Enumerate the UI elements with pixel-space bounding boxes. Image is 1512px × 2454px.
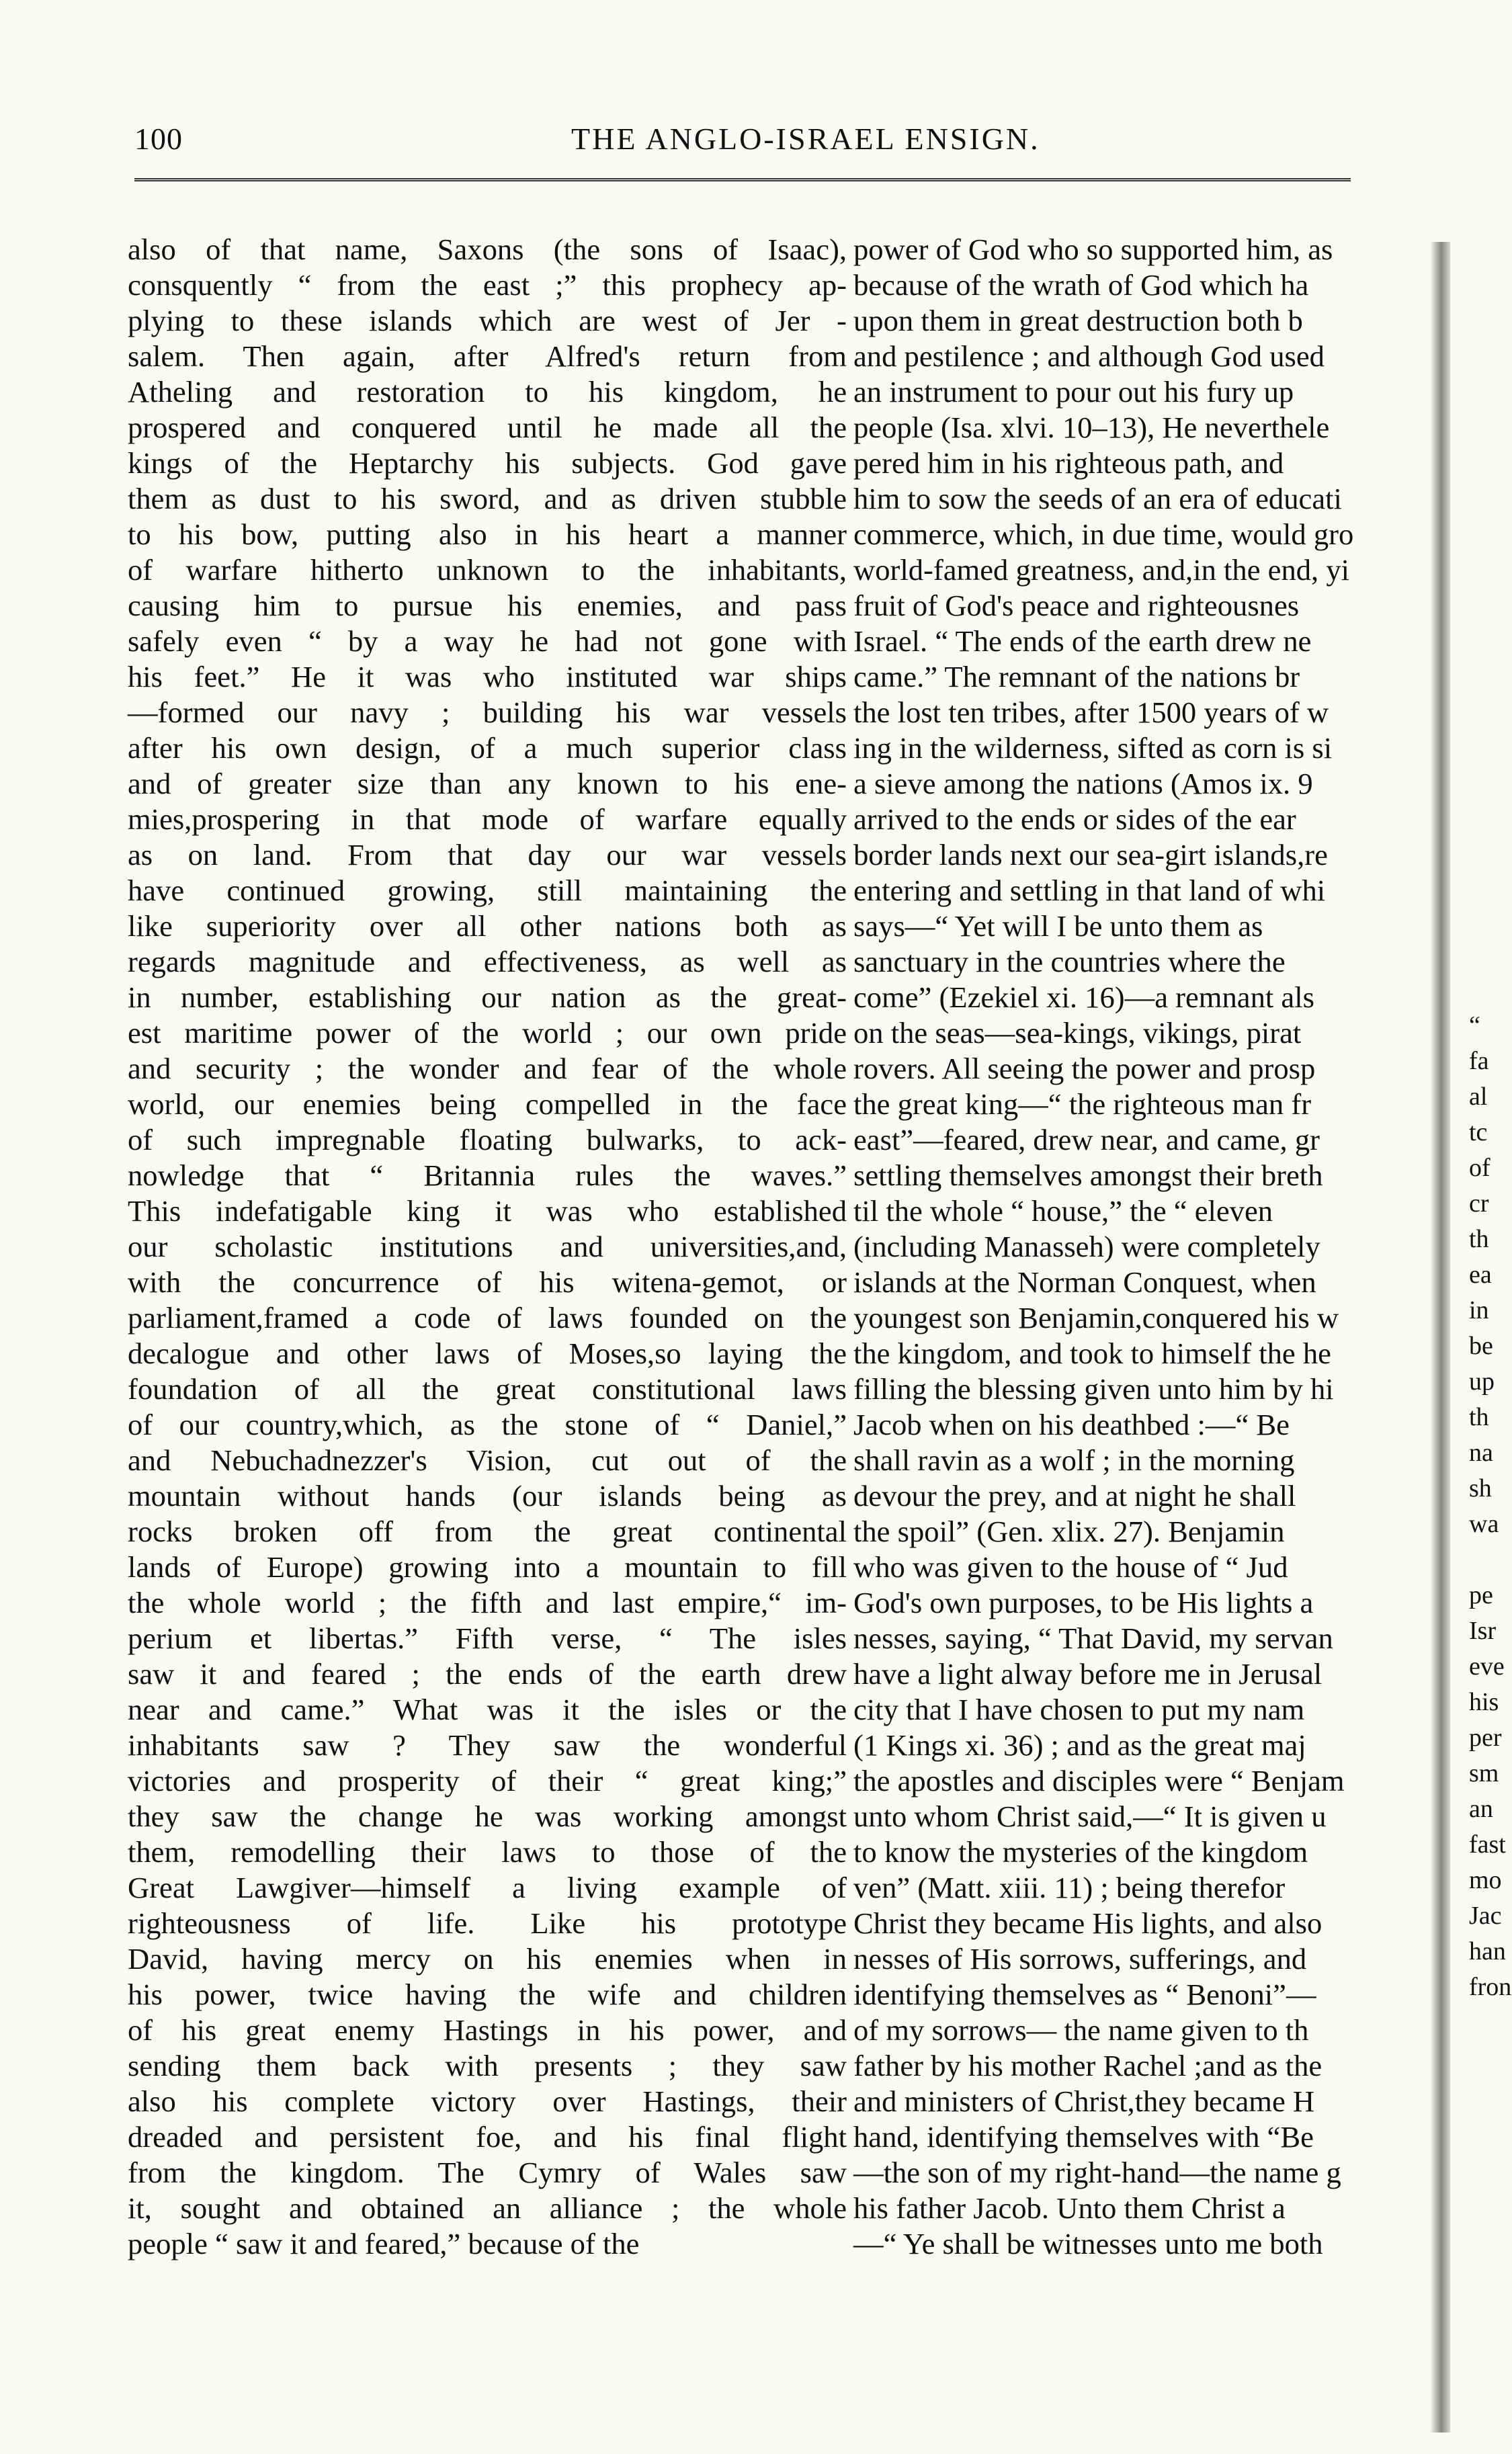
page-number: 100 [134,122,183,156]
text-line: says—“ Yet will I be unto them as [853,909,1263,943]
fragment-line: al [1469,1083,1488,1111]
text-line: east”—feared, drew near, and came, gr [853,1123,1320,1156]
text-line: lands of Europe) growing into a mountain to fill [128,1550,847,1584]
text-line: safely even “ by a way he had not gone with [128,624,847,658]
text-line: Israel. “ The ends of the earth drew ne [853,624,1312,658]
text-line: shall ravin as a wolf ; in the morning [853,1443,1295,1477]
fragment-line: Isr [1469,1617,1497,1645]
text-line: hand, identifying themselves with “Be [853,2120,1314,2154]
fragment-line: eve [1469,1652,1505,1681]
text-line: unto whom Christ said,—“ It is given u [853,1800,1327,1833]
text-line: til the whole “ house,” the “ eleven [853,1194,1273,1228]
text-line: prospered and conquered until he made all the [128,411,847,444]
text-line: a sieve among the nations (Amos ix. 9 [853,767,1313,800]
text-line: who was given to the house of “ Jud [853,1550,1288,1584]
text-line: perium et libertas.” Fifth verse, “ The isles [128,1621,847,1655]
fragment-line: han [1469,1937,1506,1965]
text-line: in number, establishing our nation as the great- [128,980,847,1014]
text-line: like superiority over all other nations both as [128,909,847,943]
text-line: righteousness of life. Like his prototype [128,1906,847,1940]
text-line: of such impregnable floating bulwarks, to ack- [128,1123,847,1156]
text-line: victories and prosperity of their “ great king;” [128,1764,847,1797]
text-line: also his complete victory over Hastings, their [128,2084,847,2118]
text-line: foundation of all the great constitutional laws [128,1372,847,1406]
text-line: arrived to the ends or sides of the ear [853,802,1296,836]
fragment-line: sm [1469,1759,1499,1787]
text-line: and ministers of Christ,they became H [853,2084,1315,2118]
text-line: regards magnitude and effectiveness, as well as [128,945,847,978]
left-column [128,232,847,2262]
fragment-line: wa [1469,1510,1499,1538]
text-line: after his own design, of a much superior class [128,731,847,765]
text-line: —the son of my right-hand—the name g [853,2156,1341,2189]
text-line: dreaded and persistent foe, and his final flight [128,2120,847,2154]
text-line: to know the mysteries of the kingdom [853,1835,1308,1869]
text-line: the kingdom, and took to himself the he [853,1337,1331,1370]
text-line: —“ Ye shall be witnesses unto me both [853,2227,1323,2260]
text-line: youngest son Benjamin,conquered his w [853,1301,1339,1335]
text-line: come” (Ezekiel xi. 16)—a remnant als [853,980,1314,1014]
text-line: and pestilence ; and although God used [853,339,1325,373]
text-line: decalogue and other laws of Moses,so laying the [128,1337,847,1370]
fragment-line: tc [1469,1118,1488,1146]
text-line: upon them in great destruction both b [853,304,1303,337]
text-line: as on land. From that day our war vessels [128,838,847,872]
text-line: rocks broken off from the great continental [128,1515,847,1548]
text-line: plying to these islands which are west of Jer - [128,304,847,337]
text-line: sanctuary in the countries where the [853,945,1286,978]
text-line: our scholastic institutions and universities,and, [128,1230,847,1263]
text-line: David, having mercy on his enemies when in [128,1942,847,1976]
text-line: the apostles and disciples were “ Benjam [853,1764,1345,1797]
text-line: of his great enemy Hastings in his power, and [128,2013,847,2047]
text-line: commerce, which, in due time, would gro [853,517,1354,551]
text-line: inhabitants saw ? They saw the wonderful [128,1728,847,1762]
text-line: world, our enemies being compelled in the face [128,1087,847,1121]
text-line: islands at the Norman Conquest, when [853,1265,1316,1299]
fragment-line: per [1469,1724,1502,1752]
text-line: near and came.” What was it the isles or the [128,1693,847,1726]
text-line: to his bow, putting also in his heart a manner [128,517,847,551]
text-line: fruit of God's peace and righteousnes [853,589,1300,622]
adjacent-page-fragment [1469,1008,1512,2005]
text-line: nesses, saying, “ That David, my servan [853,1621,1333,1655]
text-line: —formed our navy ; building his war vessels [128,695,847,729]
text-line: Great Lawgiver—himself a living example of [128,1871,847,1904]
text-line: mies,prospering in that mode of warfare equally [128,802,847,836]
text-line: the whole world ; the fifth and last empire,“ im- [128,1586,847,1619]
text-line: (1 Kings xi. 36) ; and as the great maj [853,1728,1306,1762]
text-line: his feet.” He it was who instituted war ships [128,660,847,693]
text-line: kings of the Heptarchy his subjects. God gave [128,446,847,480]
text-line: mountain without hands (our islands being as [128,1479,847,1513]
text-line: they saw the change he was working amongst [128,1800,847,1833]
text-line: rovers. All seeing the power and prosp [853,1052,1316,1085]
text-line: the spoil” (Gen. xlix. 27). Benjamin [853,1515,1285,1548]
text-line: pered him in his righteous path, and [853,446,1284,480]
fragment-line: pe [1469,1581,1493,1609]
text-line: because of the wrath of God which ha [853,268,1309,302]
fragment-line: na [1469,1439,1493,1467]
fragment-line [1469,1542,1512,1578]
text-line: the lost ten tribes, after 1500 years of w [853,695,1329,729]
text-line: of warfare hitherto unknown to the inhabitants, [128,553,847,587]
fragment-line: up [1469,1367,1495,1396]
fragment-line: of [1469,1154,1490,1182]
text-line: filling the blessing given unto him by hi [853,1372,1334,1406]
text-line: Atheling and restoration to his kingdom, he [128,375,847,409]
text-line: his power, twice having the wife and children [128,1978,847,2011]
fragment-line: an [1469,1795,1493,1823]
fragment-line: be [1469,1332,1493,1360]
text-line: power of God who so supported him, as [853,232,1333,266]
text-line: Christ they became His lights, and also [853,1906,1322,1940]
text-line: him to sow the seeds of an era of educati [853,482,1342,515]
header-rule [134,178,1351,181]
text-line: border lands next our sea-girt islands,re [853,838,1328,872]
fragment-line: Jac [1469,1902,1502,1930]
text-line: ven” (Matt. xiii. 11) ; being therefor [853,1871,1286,1904]
text-line: God's own purposes, to be His lights a [853,1586,1314,1619]
fragment-line: his [1469,1688,1499,1716]
text-line: have continued growing, still maintaining the [128,874,847,907]
text-line: sending them back with presents ; they saw [128,2049,847,2082]
fragment-line: fast [1469,1830,1506,1859]
text-line: father by his mother Rachel ;and as the [853,2049,1322,2082]
text-line: his father Jacob. Unto them Christ a [853,2191,1286,2225]
text-line: also of that name, Saxons (the sons of Isaac), [128,232,847,266]
text-line: them, remodelling their laws to those of the [128,1835,847,1869]
text-line: it, sought and obtained an alliance ; the whole [128,2191,847,2225]
text-line: the great king—“ the righteous man fr [853,1087,1312,1121]
page-binding-shadow [1430,242,1450,2432]
text-line: est maritime power of the world ; our own pride [128,1016,847,1050]
text-line: nesses of His sorrows, sufferings, and [853,1942,1307,1976]
fragment-line: mo [1469,1866,1502,1894]
running-title: THE ANGLO-ISRAEL ENSIGN. [571,122,1040,156]
text-line: people “ saw it and feared,” because of the [128,2227,640,2260]
text-line: ing in the wilderness, sifted as corn is si [853,731,1333,765]
text-line: nowledge that “ Britannia rules the waves.” [128,1158,847,1192]
fragment-line: fa [1469,1047,1489,1075]
fragment-line: th [1469,1225,1489,1253]
text-line: parliament,framed a code of laws founded on the [128,1301,847,1335]
text-line: city that I have chosen to put my nam [853,1693,1305,1726]
text-line: devour the prey, and at night he shall [853,1479,1296,1513]
text-line: identifying themselves as “ Benoni”— [853,1978,1316,2011]
text-line: from the kingdom. The Cymry of Wales saw [128,2156,847,2189]
text-line: people (Isa. xlvi. 10–13), He neverthele [853,411,1330,444]
text-line: consquently “ from the east ;” this prophecy ap- [128,268,847,302]
text-line: world-famed greatness, and,in the end, yi [853,553,1350,587]
fragment-line: th [1469,1403,1489,1431]
fragment-line: ea [1469,1261,1492,1289]
text-line: on the seas—sea-kings, vikings, pirat [853,1016,1302,1050]
text-line: causing him to pursue his enemies, and pass [128,589,847,622]
text-line: settling themselves amongst their breth [853,1158,1323,1192]
text-line: an instrument to pour out his fury up [853,375,1294,409]
fragment-line: sh [1469,1474,1492,1503]
text-line: and of greater size than any known to his ene- [128,767,847,800]
fragment-line: cr [1469,1189,1489,1218]
fragment-line: “ [1469,1011,1480,1040]
text-line: with the concurrence of his witena-gemot, or [128,1265,847,1299]
fragment-line: in [1469,1296,1489,1324]
text-line: saw it and feared ; the ends of the earth drew [128,1657,847,1691]
text-line: of our country,which, as the stone of “ Daniel,” [128,1408,847,1441]
text-line: Jacob when on his deathbed :—“ Be [853,1408,1290,1441]
text-line: and security ; the wonder and fear of the whole [128,1052,847,1085]
text-line: salem. Then again, after Alfred's return from [128,339,847,373]
text-line: entering and settling in that land of whi [853,874,1326,907]
text-line: came.” The remnant of the nations br [853,660,1300,693]
text-line: This indefatigable king it was who established [128,1194,847,1228]
text-line: have a light alway before me in Jerusal [853,1657,1322,1691]
page-header [128,121,1364,168]
right-column [853,232,1465,2260]
fragment-line: fron [1469,1973,1512,2001]
text-line: and Nebuchadnezzer's Vision, cut out of the [128,1443,847,1477]
text-line: (including Manasseh) were completely [853,1230,1320,1263]
text-line: of my sorrows— the name given to th [853,2013,1309,2047]
text-line: them as dust to his sword, and as driven stubble [128,482,847,515]
